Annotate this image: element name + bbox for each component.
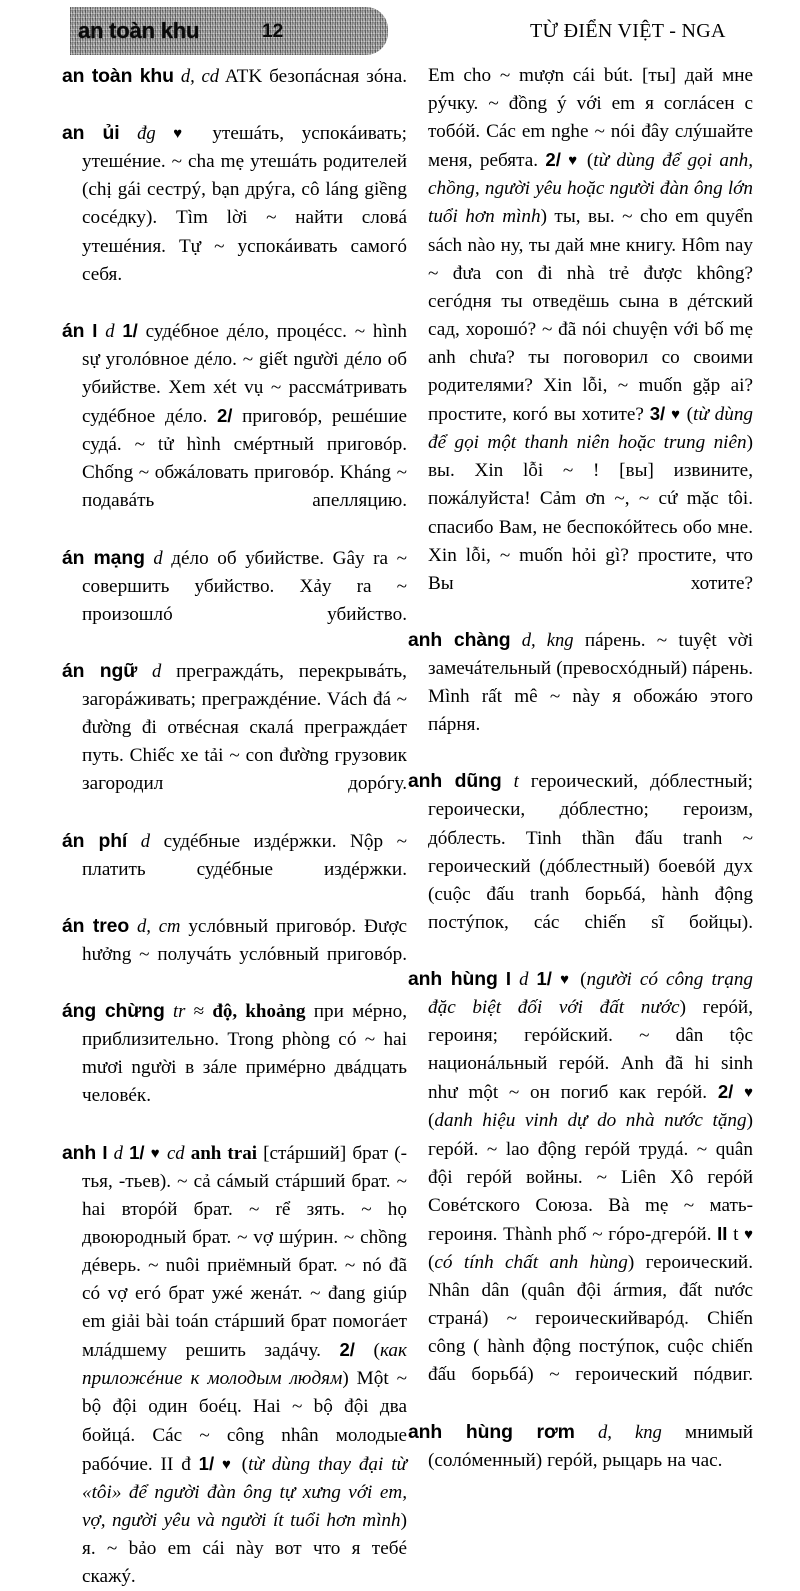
entry-grammar-tag: d [105,320,115,342]
page-number: 12 [262,21,284,42]
entry-grammar-tag: d [140,830,151,852]
dictionary-entry [62,119,408,317]
dictionary-entry [62,912,408,997]
entry-grammar-tag: tr [172,1001,186,1023]
entry-grammar-tag: d, cm [137,915,181,937]
entry-definition: Em cho ~ mượn cái bút. [ты] дай мне рýчку. ~ đồng ý với em я соглáсен с тобóй. Các em nghe ~ nói đây слýшайте меня, ребята. 2/ ♥ (từ dùng để gọi anh, chồng, người yêu hoặc người đàn ông lớn tuổi hơn mình) ты, вы. ~ cho em quyển sách nào ну, ты дай мне книгу. Hôm nay ~ đưa con đi nhà trẻ được không? сегóдня ты отведёшь сына в дéтский сад, хорошó? ~ đã nói chuyện với bố mẹ anh chưa? ты поговорил со своими родителями? Xin lỗi, ~ muốn gặp ai? простите, когó вы хотите? 3/ ♥ (từ dùng để gọi một thanh niên hoặc trung niên) вы. Xin lỗi ~ ! [вы] извините, пожáлуйста! Cảm ơn ~, ~ cứ mặc tôi. спасибо Вам, не беспокóйтесь обо мне. Xin lỗi, ~ muốn hỏi gì? простите, что Вы хотите? [428,65,754,594]
entry-headword: anh dũng [408,770,502,793]
entry-definition: героический, дóблестный; героически, дóблестно; героизм, дóблесть. Tinh thần đấu tranh ~ героический (дóблестный) боевóй дух (cuộc đấu tranh борьбá, hành động постýпок, các chiến sĩ бойцы). [428,771,754,933]
dictionary-entry [62,657,407,827]
dictionary-entry [62,62,408,119]
entry-headword: án ngữ [62,659,138,682]
entry-headword: áng chừng [62,1000,165,1023]
entry-homograph-numeral: I [92,319,98,341]
dictionary-entry [408,626,754,767]
entry-definition: пáрень. ~ tuyệt vời замечáтельный (превосхóдный) пáрень. Mình rất mê ~ này я обожáю этого пáрня. [428,629,754,736]
dictionary-entry [408,767,754,965]
running-head [0,0,800,62]
entry-grammar-tag: t [513,771,519,793]
entry-grammar-tag: d, kng [521,629,574,651]
dictionary-entry [408,965,754,1418]
entry-definition: судéбные издéржки. Nộp ~ платить судéбные издéржки. [82,830,407,880]
entry-definition: ATK безопáсная зóна. [224,66,408,87]
entry-headword: án mạng [62,546,145,569]
dictionary-entry [62,544,407,657]
entry-grammar-tag: d, kng [598,1421,662,1443]
entry-grammar-tag: d, cd [180,66,220,87]
entry-headword: an ủi [62,122,120,145]
entry-definition: преграждáть, перекрывáть, загорáживать; преграждéние. Vách đá ~ đường đi отвéсная скалá преграждáет путь. Chiếc xe tải ~ con đường грузовик загородил дорóгу. [82,660,407,795]
dictionary-entry [62,997,407,1138]
entry-homograph-numeral: I [505,968,511,989]
entry-headword: an toàn khu [62,65,174,87]
entry-grammar-tag: d [153,547,163,569]
entry-definition: 1/ судéбное дéло, процéсс. ~ hình sự уголóвное дéло. ~ giết người дéло об убийстве. Xem xét vụ ~ рассмáтривать судéбное дéло. 2/ приговóр, решéшие судá. ~ tử hình смéртный приговóр. Chống ~ обжáловать приговóр. Kháng ~ подавáть апелляцию. [82,319,407,512]
entry-definition: дéло об убийстве. Gây ra ~ совершить убийство. Xảy ra ~ произошлó убийство. [82,547,407,625]
entry-grammar-tag: d [113,1142,123,1164]
entry-definition: ♥ утешáть, успокáивать; утешéние. ~ cha mẹ утешáть родителей (chị gái сестрý, bạn дрýга, cô láng giềng сосéдку). Tìm lời ~ найти словá утешéния. Tự ~ успокáивать самогó себя. [82,123,408,285]
entry-grammar-tag: đg [137,123,156,145]
entry-headword: án [62,319,85,342]
entry-headword: anh hùng rơm [408,1420,575,1443]
entry-headword: anh [62,1141,97,1164]
entry-headword: án phí [62,829,128,852]
entry-definition: услóвный приговóр. Được hưởng ~ получáть услóвный приговóр. [82,915,408,965]
dictionary-entry [62,1139,408,1591]
entry-definition: 1/ ♥ (người có công trạng đặc biệt đối với đất nước) герóй, героиня; герóйский. ~ dân tộc национáльный герóй. Anh đã hi sinh như một ~ он погиб как герóй. 2/ ♥ (danh hiệu vinh dự do nhà nước tặng) герóй. ~ lao động герóй трудá. ~ quân đội герóй войны. ~ Liên Xô герóй Совéтского Союза. Bà mẹ ~ мать-героиня. Thành phố ~ гóро-дгерóй. II t ♥ (có tính chất anh hùng) героический. Nhân dân (quân đội ármия, đất nước странá) ~ героическийварóд. Chiến công ( hành động постýпок, cuộc chiến đấu борьбá) ~ героический пóдвиг. [428,968,754,1386]
entry-definition: мнимый (солóменный) герóй, рыцарь на час. [428,1421,754,1471]
page-body [0,62,800,1587]
entry-definition: 1/ ♥ cd anh trai [стáрший] брат (-тья, -тьев). ~ cả сáмый стáрший брат. ~ hai вторóй брат. ~ rể зять. ~ họ двоюродный брат. ~ vợ шýрин. ~ chồng дéверь. ~ nuôi приёмный брат. ~ nó đã có vợ егó брат ужé женáт. ~ đang giúp em giải bài toán стáрший брат помогáет млáдшему решить задáчу. 2/ (как приложéние к молодым людям) Một ~ bộ đội один боéц. Hai ~ bộ đội два бойцá. Các ~ công nhân молодые рабóчие. II đ 1/ ♥ (từ dùng thay đại từ «tôi» để người đàn ông tự xưng với em, vợ, người yêu và người ít tuổi hơn mình) я. ~ bảo em cái này вот что я тебé скажý. [82,1141,408,1587]
dictionary-entry [62,317,407,544]
column-left [62,62,407,1591]
entry-headword: án treo [62,914,130,937]
entry-grammar-tag: d [519,969,529,990]
entry-headword: anh chàng [408,628,511,651]
entry-definition: ≈ độ, khoảng при мéрно, приблизительно. Trong phòng có ~ hai mươi người в зáле примéрно двáдцать человéк. [82,1001,407,1107]
entry-grammar-tag: d [152,660,162,682]
column-right [408,62,753,1475]
entry-continuation [428,62,753,626]
dictionary-entry [408,1418,754,1475]
entry-homograph-numeral: I [102,1141,108,1163]
dictionary-entry [62,827,407,912]
entry-headword: anh hùng [408,968,498,990]
running-head-left-catchword: an toàn khu [78,18,200,43]
running-head-dictionary-title: TỪ ĐIỂN VIỆT - NGA [530,20,726,42]
